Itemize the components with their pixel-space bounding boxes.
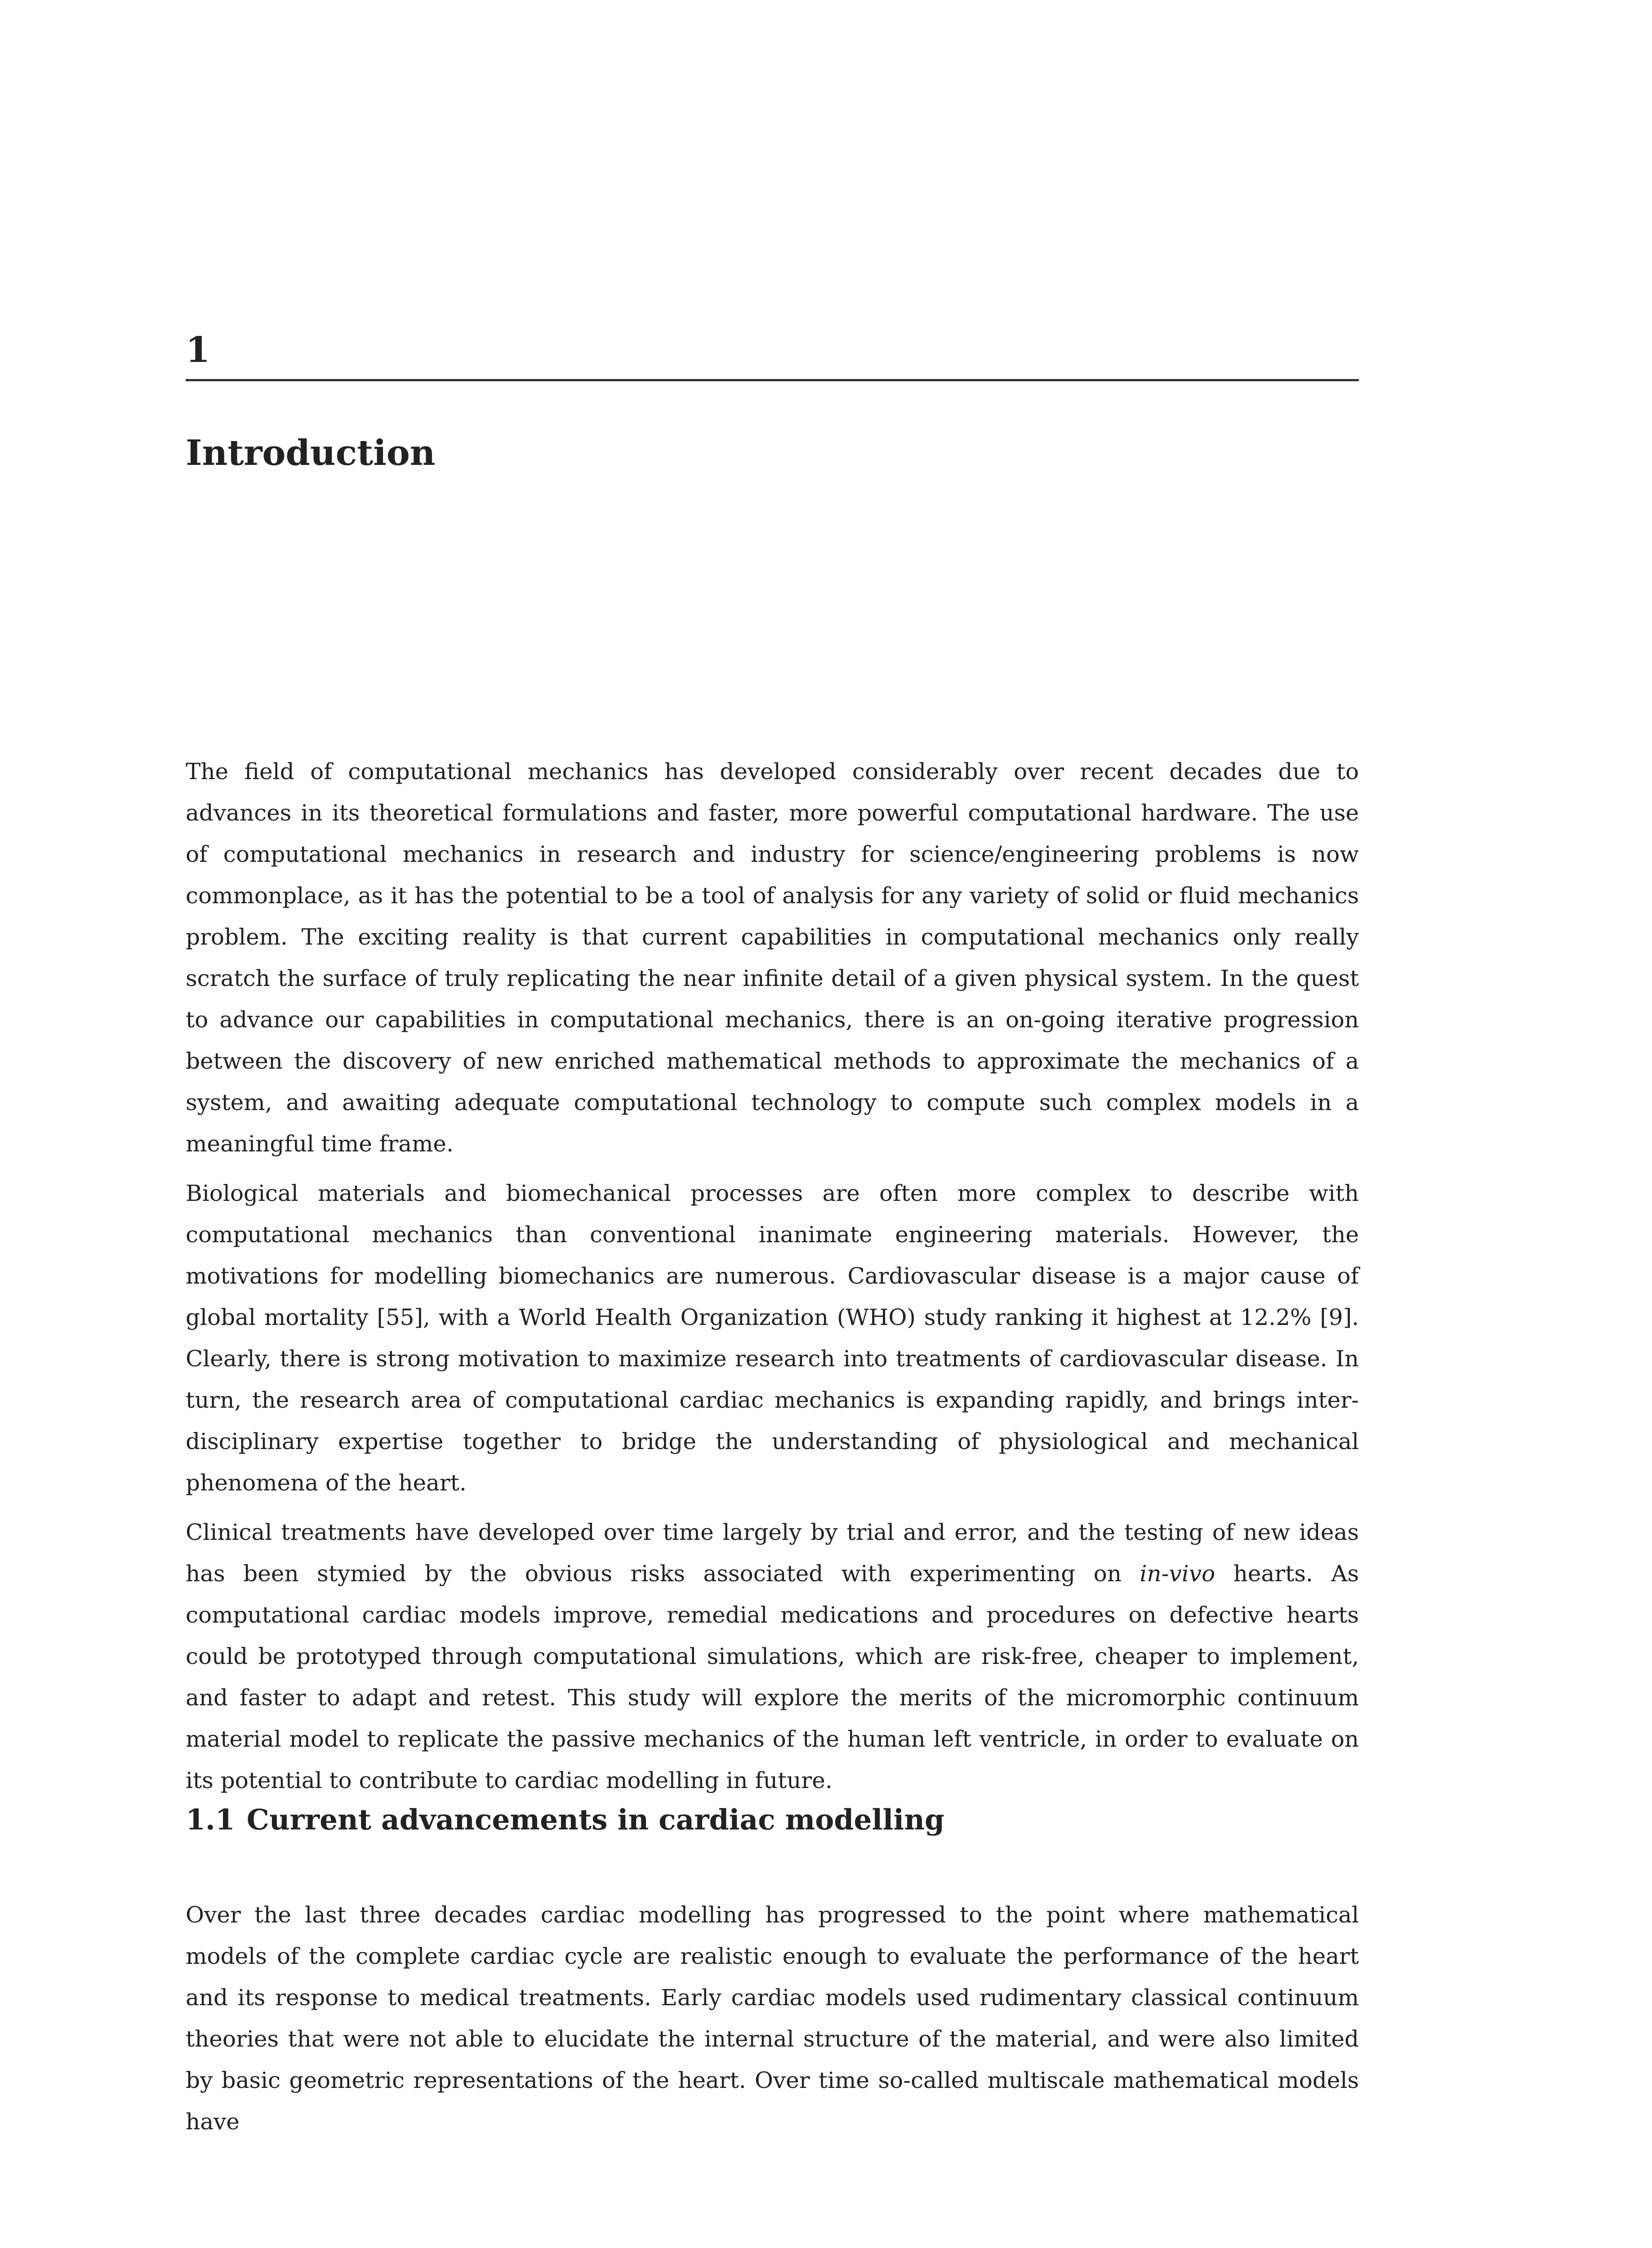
section-paragraph-1: Over the last three decades cardiac modelling has progressed to the point where mathematical models of the complete cardiac cycle are realistic enough to evaluate the performance of the heart and its response to medical treatments. Early cardiac models used rudimentary classical continuum theories that were not able to elucidate the internal structure of the material, and were also limited by basic geometric representations of the heart. Over time so-called multiscale mathematical models have	[186, 1902, 1359, 2135]
section-heading	[186, 1803, 944, 1837]
intro-paragraph-1: The field of computational mechanics has developed considerably over recent decades due to advances in its theoretical formulations and faster, more powerful computational hardware. The use of computational mechanics in research and industry for science/engineering problems is now commonplace, as it has the potential to be a tool of analysis for any variety of solid or fluid mechanics problem. The exciting reality is that current capabilities in computational mechanics only really scratch the surface of truly replicating the near infinite detail of a given physical system. In the quest to advance our capabilities in computational mechanics, there is an on-going iterative progression between the discovery of new enriched mathematical methods to approximate the mechanics of a system, and awaiting adequate computational technology to compute such complex models in a meaningful time frame.	[186, 758, 1359, 1157]
chapter-title: Introduction	[186, 433, 436, 473]
section-title: Current advancements in cardiac modelling	[246, 1803, 945, 1836]
intro-body	[186, 751, 1359, 1801]
intro-paragraph-3-part-2: hearts. As computational cardiac models improve, remedial medications and procedures on defective hearts could be prototyped through computational simulations, which are risk-free, cheaper to implement, and faster to adapt and retest. This study will explore the merits of the micromorphic continuum material model to replicate the passive mechanics of the human left ventricle, in order to evaluate on its potential to contribute to cardiac modelling in future.	[186, 1561, 1359, 1793]
in-vivo-term: in-vivo	[1140, 1561, 1216, 1587]
intro-paragraph-2: Biological materials and biomechanical processes are often more complex to describe with computational mechanics than conventional inanimate engineering materials. However, the motivations for modelling biomechanics are numerous. Cardiovascular disease is a major cause of global mortality [55], with a World Health Organization (WHO) study ranking it highest at 12.2% [9]. Clearly, there is strong motivation to maximize research into treatments of cardiovascular disease. In turn, the research area of computational cardiac mechanics is expanding rapidly, and brings inter-disciplinary expertise together to bridge the understanding of physiological and mechanical phenomena of the heart.	[186, 1180, 1359, 1496]
intro-paragraph-3	[186, 1512, 1359, 1801]
chapter-number: 1	[186, 330, 210, 370]
section-body	[186, 1894, 1359, 2142]
section-number: 1.1	[186, 1803, 235, 1836]
chapter-rule	[186, 379, 1359, 381]
intro-paragraph-3-part-1: Clinical treatments have developed over time largely by trial and error, and the testing of new ideas has been stymied by the obvious risks associated with experimenting on	[186, 1519, 1359, 1587]
